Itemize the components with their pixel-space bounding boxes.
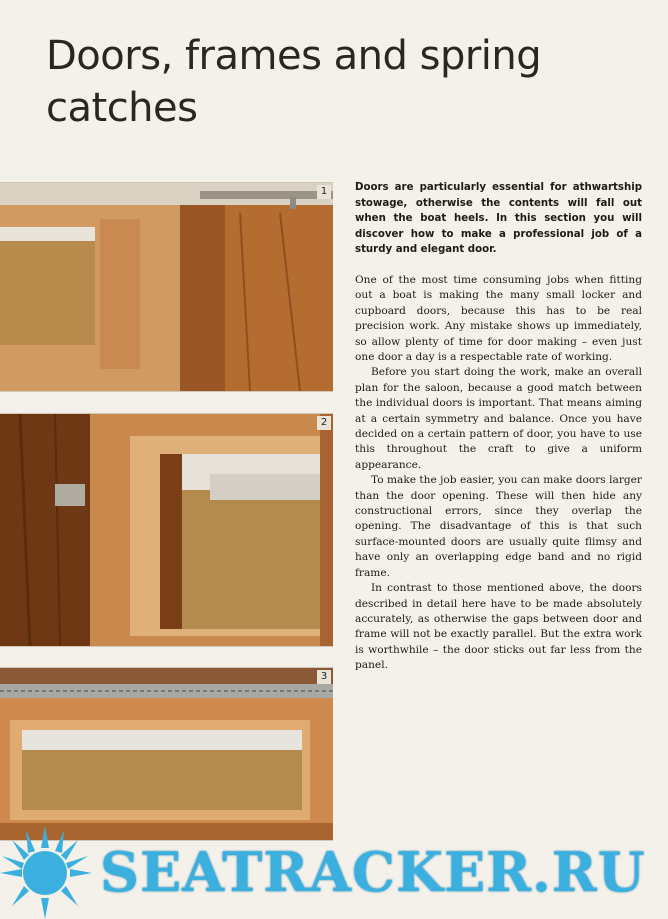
body-paragraph: Before you start doing the work, make an overall plan for the saloon, because a good match between the individual doors is important. That means aiming at a certain symmetry and balance. Once you have decided on a certain pattern of door, you have to use this throughout the craft to give a uniform appearance. [355, 366, 642, 471]
intro-paragraph: Doors are particularly essential for athwartship stowage, otherwise the contents will fall out when the boat heels. In this section you will discover how to make a professional job of a sturdy and elegant door. [355, 182, 642, 256]
photo-3 [0, 667, 333, 841]
page-title: Doors, frames and spring catches [46, 33, 542, 131]
article-text [355, 180, 642, 674]
photo-number: 3 [317, 670, 331, 684]
photo-1 [0, 182, 333, 392]
photo-1-image [0, 183, 333, 391]
body-paragraph: One of the most time consuming jobs when fitting out a boat is making the many small locker and cupboard doors, because this has to be real precision work. Any mistake shows up immediately, so allow plenty of time for door making – even just one door a day is a respectable rate of working. [355, 273, 642, 363]
photo-number: 1 [317, 185, 331, 199]
watermark [0, 818, 668, 919]
photo-number: 2 [317, 416, 331, 430]
body-paragraph: In contrast to those mentioned above, the doors described in detail here have to be made absolutely accurately, as otherwise the gaps between door and frame will not be exactly parallel. But the extra work is worthwhile – the door sticks out far less from the panel. [355, 582, 642, 672]
sun-logo-icon [0, 818, 110, 919]
watermark-text: SEATRACKER.RU [100, 840, 646, 904]
photo-2 [0, 413, 333, 647]
photo-2-image [0, 414, 333, 646]
body-paragraph: To make the job easier, you can make doors larger than the door opening. These will then hide any constructional errors, since they overlap the opening. The disadvantage of this is that such surface-mounted doors are usually quite flimsy and have only an overlapping edge band and no rigid frame. [355, 474, 642, 579]
photo-3-image [0, 668, 333, 840]
